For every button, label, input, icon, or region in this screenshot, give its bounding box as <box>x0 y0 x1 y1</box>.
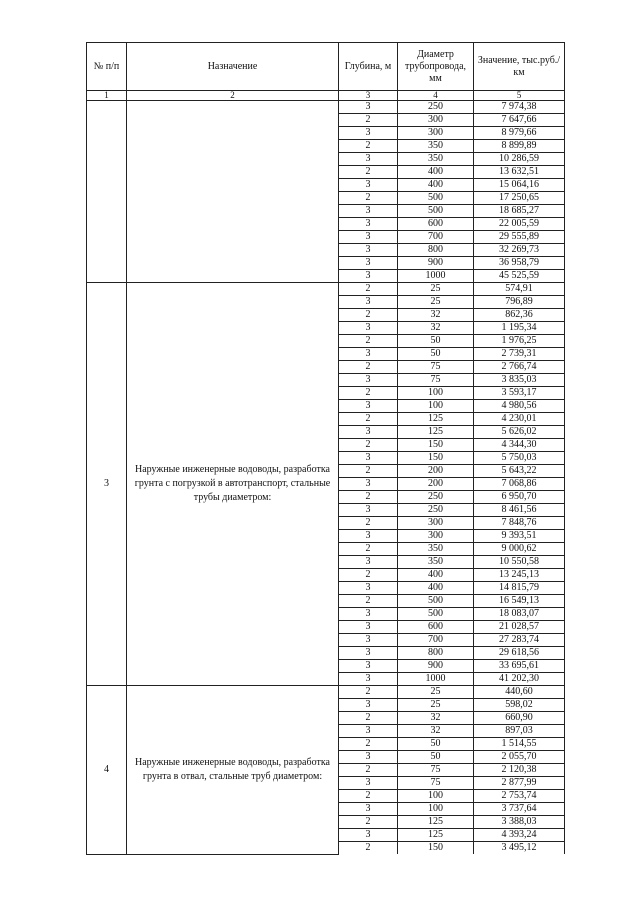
depth-cell: 3 <box>339 426 398 439</box>
diameter-cell: 50 <box>398 335 474 348</box>
diameter-cell: 400 <box>398 166 474 179</box>
value-cell: 897,03 <box>474 725 565 738</box>
diameter-cell: 600 <box>398 218 474 231</box>
diameter-cell: 250 <box>398 101 474 114</box>
diameter-cell: 700 <box>398 634 474 647</box>
depth-cell: 2 <box>339 465 398 478</box>
value-cell: 9 393,51 <box>474 530 565 543</box>
depth-cell: 3 <box>339 127 398 140</box>
value-cell: 15 064,16 <box>474 179 565 192</box>
diameter-cell: 800 <box>398 647 474 660</box>
diameter-cell: 300 <box>398 517 474 530</box>
value-cell: 4 344,30 <box>474 439 565 452</box>
value-cell: 41 202,30 <box>474 673 565 686</box>
depth-cell: 2 <box>339 595 398 608</box>
value-cell: 1 195,34 <box>474 322 565 335</box>
depth-cell: 2 <box>339 842 398 855</box>
depth-cell: 2 <box>339 192 398 205</box>
value-cell: 3 737,64 <box>474 803 565 816</box>
diameter-cell: 400 <box>398 179 474 192</box>
depth-cell: 3 <box>339 296 398 309</box>
document-page <box>86 42 565 855</box>
diameter-cell: 900 <box>398 257 474 270</box>
diameter-cell: 125 <box>398 829 474 842</box>
depth-cell: 2 <box>339 413 398 426</box>
value-cell: 6 950,70 <box>474 491 565 504</box>
header-row <box>87 43 565 91</box>
value-cell: 10 550,58 <box>474 556 565 569</box>
diameter-cell: 350 <box>398 543 474 556</box>
depth-cell: 2 <box>339 387 398 400</box>
section-purpose: Наружные инженерные водоводы, разработка грунта в отвал, стальные труб диаметром: <box>127 686 339 855</box>
depth-cell: 3 <box>339 101 398 114</box>
depth-cell: 3 <box>339 582 398 595</box>
depth-cell: 2 <box>339 140 398 153</box>
depth-cell: 3 <box>339 218 398 231</box>
depth-cell: 3 <box>339 829 398 842</box>
depth-cell: 2 <box>339 309 398 322</box>
value-cell: 16 549,13 <box>474 595 565 608</box>
value-cell: 5 643,22 <box>474 465 565 478</box>
column-number: 1 <box>87 91 127 101</box>
diameter-cell: 700 <box>398 231 474 244</box>
diameter-cell: 600 <box>398 621 474 634</box>
value-cell: 1 976,25 <box>474 335 565 348</box>
diameter-cell: 350 <box>398 556 474 569</box>
value-cell: 2 877,99 <box>474 777 565 790</box>
section-purpose <box>127 101 339 283</box>
diameter-cell: 75 <box>398 374 474 387</box>
value-cell: 8 461,56 <box>474 504 565 517</box>
column-number: 4 <box>398 91 474 101</box>
diameter-cell: 500 <box>398 205 474 218</box>
diameter-cell: 350 <box>398 140 474 153</box>
depth-cell: 2 <box>339 738 398 751</box>
depth-cell: 2 <box>339 790 398 803</box>
depth-cell: 2 <box>339 283 398 296</box>
diameter-cell: 50 <box>398 751 474 764</box>
value-cell: 7 647,66 <box>474 114 565 127</box>
diameter-cell: 400 <box>398 582 474 595</box>
diameter-cell: 50 <box>398 348 474 361</box>
depth-cell: 2 <box>339 569 398 582</box>
value-cell: 440,60 <box>474 686 565 699</box>
table-row <box>87 283 565 296</box>
value-cell: 14 815,79 <box>474 582 565 595</box>
column-number: 5 <box>474 91 565 101</box>
diameter-cell: 150 <box>398 842 474 855</box>
value-cell: 7 068,86 <box>474 478 565 491</box>
diameter-cell: 25 <box>398 699 474 712</box>
diameter-cell: 300 <box>398 114 474 127</box>
table-row <box>87 101 565 114</box>
depth-cell: 2 <box>339 543 398 556</box>
depth-cell: 2 <box>339 335 398 348</box>
depth-cell: 3 <box>339 244 398 257</box>
depth-cell: 3 <box>339 478 398 491</box>
depth-cell: 3 <box>339 751 398 764</box>
value-cell: 27 283,74 <box>474 634 565 647</box>
value-cell: 8 899,89 <box>474 140 565 153</box>
diameter-cell: 25 <box>398 686 474 699</box>
diameter-cell: 800 <box>398 244 474 257</box>
value-cell: 3 495,12 <box>474 842 565 855</box>
depth-cell: 3 <box>339 270 398 283</box>
depth-cell: 3 <box>339 699 398 712</box>
diameter-cell: 100 <box>398 803 474 816</box>
depth-cell: 2 <box>339 712 398 725</box>
diameter-cell: 25 <box>398 296 474 309</box>
column-number-row <box>87 91 565 101</box>
depth-cell: 2 <box>339 816 398 829</box>
value-cell: 3 388,03 <box>474 816 565 829</box>
depth-cell: 2 <box>339 361 398 374</box>
value-cell: 1 514,55 <box>474 738 565 751</box>
depth-cell: 3 <box>339 530 398 543</box>
value-cell: 33 695,61 <box>474 660 565 673</box>
value-cell: 18 685,27 <box>474 205 565 218</box>
diameter-cell: 900 <box>398 660 474 673</box>
section-purpose: Наружные инженерные водоводы, разработка грунта с погрузкой в автотранспорт, стальные трубы диаметром: <box>127 283 339 686</box>
diameter-cell: 300 <box>398 127 474 140</box>
value-cell: 9 000,62 <box>474 543 565 556</box>
value-cell: 29 555,89 <box>474 231 565 244</box>
depth-cell: 3 <box>339 257 398 270</box>
diameter-cell: 100 <box>398 387 474 400</box>
value-cell: 7 848,76 <box>474 517 565 530</box>
diameter-cell: 500 <box>398 595 474 608</box>
depth-cell: 3 <box>339 348 398 361</box>
value-cell: 13 245,13 <box>474 569 565 582</box>
depth-cell: 3 <box>339 179 398 192</box>
diameter-cell: 500 <box>398 192 474 205</box>
depth-cell: 3 <box>339 621 398 634</box>
diameter-cell: 100 <box>398 400 474 413</box>
value-cell: 7 974,38 <box>474 101 565 114</box>
value-cell: 862,36 <box>474 309 565 322</box>
depth-cell: 2 <box>339 517 398 530</box>
depth-cell: 3 <box>339 647 398 660</box>
diameter-cell: 32 <box>398 725 474 738</box>
diameter-cell: 125 <box>398 413 474 426</box>
value-cell: 21 028,57 <box>474 621 565 634</box>
depth-cell: 2 <box>339 114 398 127</box>
value-cell: 5 626,02 <box>474 426 565 439</box>
depth-cell: 3 <box>339 231 398 244</box>
value-cell: 45 525,59 <box>474 270 565 283</box>
diameter-cell: 400 <box>398 569 474 582</box>
value-cell: 29 618,56 <box>474 647 565 660</box>
depth-cell: 3 <box>339 374 398 387</box>
header-purpose: Назначение <box>127 43 339 91</box>
diameter-cell: 32 <box>398 322 474 335</box>
column-number: 2 <box>127 91 339 101</box>
depth-cell: 3 <box>339 777 398 790</box>
value-cell: 5 750,03 <box>474 452 565 465</box>
diameter-cell: 250 <box>398 504 474 517</box>
depth-cell: 3 <box>339 673 398 686</box>
value-cell: 2 120,38 <box>474 764 565 777</box>
depth-cell: 2 <box>339 686 398 699</box>
value-cell: 32 269,73 <box>474 244 565 257</box>
diameter-cell: 200 <box>398 478 474 491</box>
section-number: 3 <box>87 283 127 686</box>
value-cell: 4 230,01 <box>474 413 565 426</box>
value-cell: 598,02 <box>474 699 565 712</box>
value-cell: 2 055,70 <box>474 751 565 764</box>
depth-cell: 2 <box>339 491 398 504</box>
value-cell: 13 632,51 <box>474 166 565 179</box>
diameter-cell: 75 <box>398 764 474 777</box>
header-no: № п/п <box>87 43 127 91</box>
depth-cell: 3 <box>339 803 398 816</box>
value-cell: 4 980,56 <box>474 400 565 413</box>
diameter-cell: 1000 <box>398 673 474 686</box>
depth-cell: 3 <box>339 400 398 413</box>
table-row <box>87 686 565 699</box>
diameter-cell: 32 <box>398 712 474 725</box>
diameter-cell: 250 <box>398 491 474 504</box>
depth-cell: 3 <box>339 322 398 335</box>
diameter-cell: 75 <box>398 777 474 790</box>
depth-cell: 3 <box>339 608 398 621</box>
depth-cell: 3 <box>339 556 398 569</box>
value-cell: 2 766,74 <box>474 361 565 374</box>
diameter-cell: 32 <box>398 309 474 322</box>
depth-cell: 3 <box>339 660 398 673</box>
depth-cell: 3 <box>339 725 398 738</box>
depth-cell: 3 <box>339 452 398 465</box>
depth-cell: 3 <box>339 153 398 166</box>
diameter-cell: 50 <box>398 738 474 751</box>
depth-cell: 2 <box>339 764 398 777</box>
depth-cell: 2 <box>339 166 398 179</box>
value-cell: 660,90 <box>474 712 565 725</box>
section-number <box>87 101 127 283</box>
diameter-cell: 500 <box>398 608 474 621</box>
diameter-cell: 150 <box>398 452 474 465</box>
value-cell: 574,91 <box>474 283 565 296</box>
diameter-cell: 1000 <box>398 270 474 283</box>
depth-cell: 3 <box>339 504 398 517</box>
diameter-cell: 25 <box>398 283 474 296</box>
depth-cell: 3 <box>339 634 398 647</box>
value-cell: 3 835,03 <box>474 374 565 387</box>
value-cell: 796,89 <box>474 296 565 309</box>
diameter-cell: 125 <box>398 426 474 439</box>
diameter-cell: 350 <box>398 153 474 166</box>
diameter-cell: 100 <box>398 790 474 803</box>
value-cell: 10 286,59 <box>474 153 565 166</box>
diameter-cell: 125 <box>398 816 474 829</box>
tariff-table <box>86 42 565 855</box>
section-number: 4 <box>87 686 127 855</box>
depth-cell: 2 <box>339 439 398 452</box>
value-cell: 2 753,74 <box>474 790 565 803</box>
diameter-cell: 150 <box>398 439 474 452</box>
value-cell: 2 739,31 <box>474 348 565 361</box>
depth-cell: 3 <box>339 205 398 218</box>
header-depth: Глубина, м <box>339 43 398 91</box>
value-cell: 3 593,17 <box>474 387 565 400</box>
value-cell: 8 979,66 <box>474 127 565 140</box>
header-diameter: Диаметр трубопровода, мм <box>398 43 474 91</box>
diameter-cell: 300 <box>398 530 474 543</box>
value-cell: 17 250,65 <box>474 192 565 205</box>
column-number: 3 <box>339 91 398 101</box>
diameter-cell: 200 <box>398 465 474 478</box>
value-cell: 18 083,07 <box>474 608 565 621</box>
header-value: Значение, тыс.руб./км <box>474 43 565 91</box>
diameter-cell: 75 <box>398 361 474 374</box>
value-cell: 36 958,79 <box>474 257 565 270</box>
value-cell: 22 005,59 <box>474 218 565 231</box>
value-cell: 4 393,24 <box>474 829 565 842</box>
